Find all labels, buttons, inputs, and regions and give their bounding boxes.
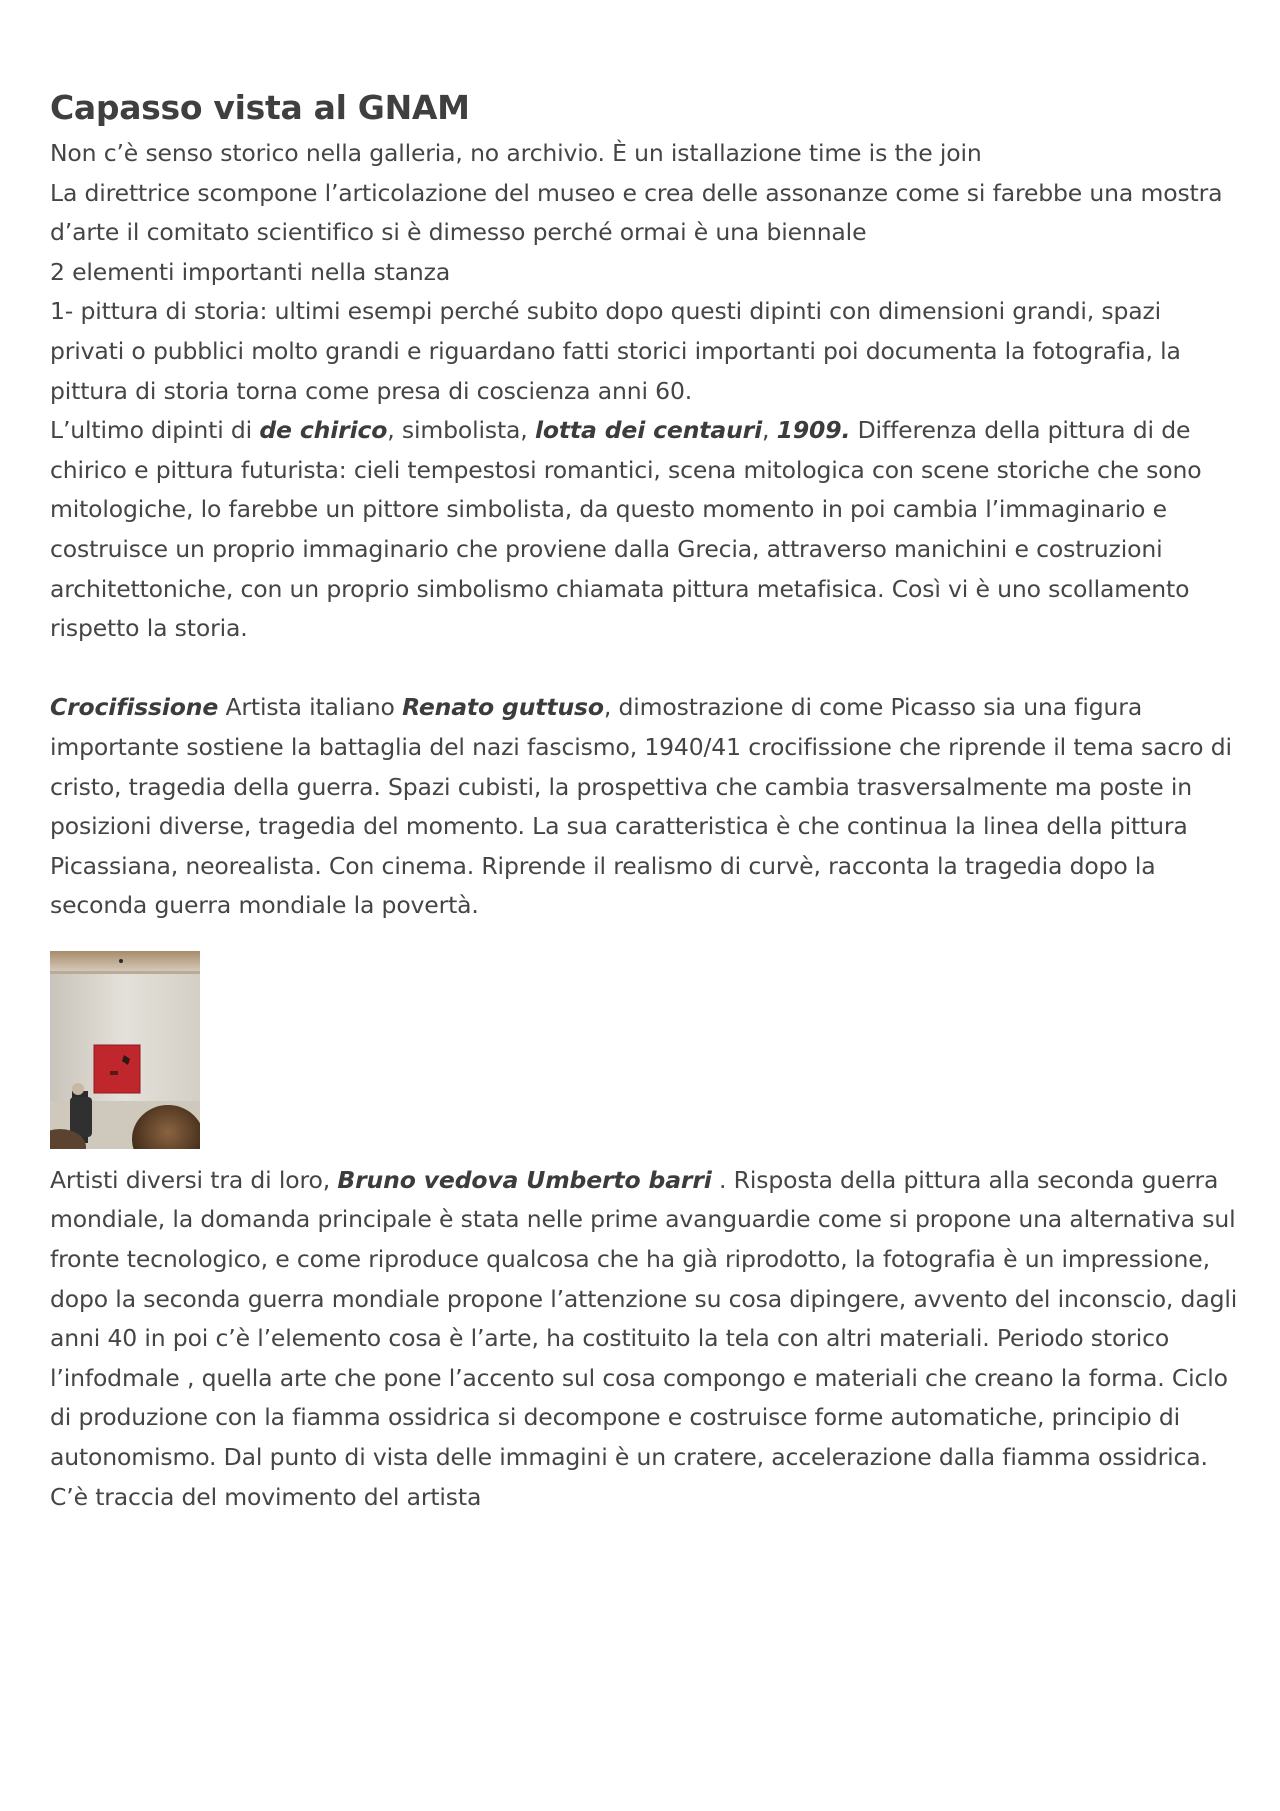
guttuso-text-2: , dimostrazione di come Picasso sia una figura importante sostiene la battaglia del nazi fascismo, 1940/41 crocifissione che riprende il tema sacro di cristo, tragedia della guerra. Spazi cubisti, la prospettiva che cambia trasversalmente ma poste in posizioni diverse, tragedia del momento. La sua caratteristica è che continua la linea della pittura Picassiana, neorealista. Con cinema. Riprende il realismo di curvè, racconta la tragedia dopo la seconda guerra mondiale la povertà.: [50, 693, 1232, 920]
chirico-bold-work: lotta dei centauri: [534, 416, 763, 445]
gallery-photo[interactable]: [50, 951, 200, 1149]
chirico-bold-artist: de chirico: [259, 416, 388, 445]
chirico-text-4: Differenza della pittura di de chirico e pittura futurista: cieli tempestosi romantici, scena mitologica con scene storiche che sono mitologiche, lo farebbe un pittore simbolista, da questo momento in poi cambia l’immaginario e costruisce un proprio immaginario che proviene dalla Grecia, attraverso manichini e costruzioni architettoniche, con un proprio simbolismo chiamata pittura metafisica. Così vi è uno scollamento rispetto la storia.: [50, 416, 1202, 643]
chirico-bold-year: 1909.: [776, 416, 851, 445]
gallery-photo-image: [50, 951, 200, 1149]
chirico-text-1: L’ultimo dipinti di: [50, 416, 260, 445]
note-page: [50, 86, 1240, 1517]
chirico-text-2: , simbolista,: [387, 416, 535, 445]
vedova-bold-artists: Bruno vedova Umberto barri: [337, 1165, 712, 1194]
blank-line: [50, 649, 1240, 689]
guttuso-text-1: Artista italiano: [218, 693, 403, 722]
guttuso-bold-artist: Renato guttuso: [402, 693, 604, 722]
vedova-paragraph: [50, 1161, 1240, 1517]
vedova-text-1: Artisti diversi tra di loro,: [50, 1165, 338, 1194]
chirico-text-3: ,: [762, 416, 777, 445]
intro-line-2: La direttrice scompone l’articolazione del museo e crea delle assonanze come si farebbe una mostra d’arte il comitato scientifico si è dimesso perché ormai è una biennale: [50, 178, 1223, 247]
guttuso-paragraph: [50, 688, 1240, 926]
vedova-text-2: . Risposta della pittura alla seconda guerra mondiale, la domanda principale è stata nelle prime avanguardie come si propone una alternativa sul fronte tecnologico, e come riproduce qualcosa che ha già riprodotto, la fotografia è un impressione, dopo la seconda guerra mondiale propone l’attenzione su cosa dipingere, avvento del inconscio, dagli anni 40 in poi c’è l’elemento cosa è l’arte, ha costituito la tela con altri materiali. Periodo storico l’infodmale , quella arte che pone l’accento sul cosa compongo e materiali che creano la forma. Ciclo di produzione con la fiamma ossidrica si decompone e costruisce forme automatiche, principio di autonomismo. Dal punto di vista delle immagini è un cratere, accelerazione dalla fiamma ossidrica. C’è traccia del movimento del artista: [50, 1165, 1238, 1511]
guttuso-bold-work: Crocifissione: [50, 693, 219, 722]
note-title: Capasso vista al GNAM: [50, 88, 470, 127]
intro-line-1: Non c’è senso storico nella galleria, no archivio. È un istallazione time is the join: [50, 139, 982, 167]
intro-line-3: 2 elementi importanti nella stanza: [50, 257, 451, 286]
chirico-paragraph: [50, 411, 1240, 649]
intro-line-4: 1- pittura di storia: ultimi esempi perché subito dopo questi dipinti con dimensioni grandi, spazi privati o pubblici molto grandi e riguardano fatti storici importanti poi documenta la fotografia, la pittura di storia torna come presa di coscienza anni 60.: [50, 297, 1181, 405]
